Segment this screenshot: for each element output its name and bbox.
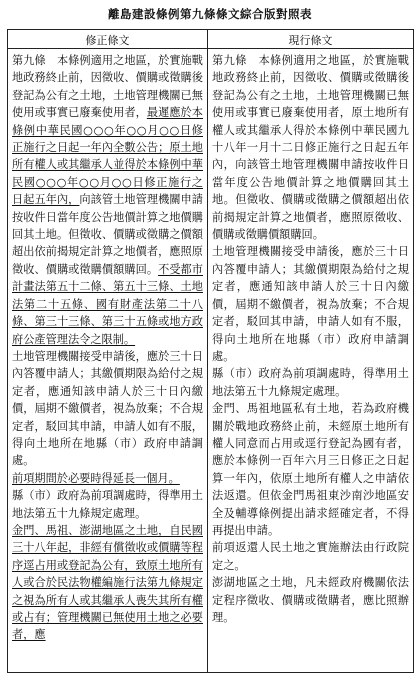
amended-text: 最遲應於本條例中華民國○○○年○○月○○日修正施行之日起一年內全數公告；原土地所有權人或其繼承人並得於本條例中華民國○○○年○○月○○日修正施行之日起五年內， [12, 106, 203, 207]
current-text-cell [208, 49, 414, 673]
unchanged-text: 土地管理機關接受申請後，應於三十日內答覆申請人；其繳價期限為給付之規定者，應通知該申請人於三十日內繳價，屆期不繳價者，視為放棄；不合規定者，駁回其申請，申請人如有不服，得向土地所在地縣（市）政府申請調處。 [12, 349, 203, 468]
current-column-header: 現行條文 [208, 30, 414, 49]
current-paragraph: 第九條 本條例適用之地區，於實施戰地政務終止前，因徵收、價購或徵購後登記為公有之土地，土地管理機關已無使用或事實已廢棄使用者，原土地所有權人或其繼承人得於本條例中華民國九十八年一月十二日修正施行之日起五年內，向該管土地管理機關申請按收件日當年度公告地價計算之地價購回其土地。但徵收、價購或徵購之價額超出依前揭規定計算之地價者，應照原徵收、價購或徵購價額購回。 [212, 54, 409, 242]
revised-text-cell [8, 49, 208, 673]
table-header-row [8, 30, 414, 49]
current-paragraph: 前項返還人民土地之實施辦法由行政院定之。 [212, 541, 409, 572]
revised-paragraph [12, 470, 203, 487]
amended-text: 不受都市計畫法第五十二條、第五十三條、土地法第二十五條、國有財產法第二十八條、第三十三條、第三十五條或地方政府公產管理法令之限制。 [12, 262, 203, 346]
amended-text: 前項期間於必要時得延長一個月。 [12, 471, 180, 485]
unchanged-text: 向該管土地管理機關申請按收件日當年度公告地價計算之地價購回其土地。但徵收、價購或徵購之價額超出依前揭規定計算之地價者，應照原徵收、價購或徵購價額購回。 [12, 193, 203, 276]
current-paragraph: 澎湖地區之土地，凡未經政府機關依法定程序徵收、價購或徵購者，應比照辦理。 [212, 576, 409, 624]
revised-column-header: 修正條文 [8, 30, 208, 49]
amended-text: 金門、馬祖、澎湖地區之土地，自民國三十八年起，非經有償徵收或價購等程序逕占用或登記為公有，致原土地所有人或合於民法物權編施行法第九條規定之視為所有人或其繼承人喪失其所有權或占有；管理機關已無使用土地之必要者，應 [12, 523, 203, 642]
current-paragraph: 土地管理機關接受申請後，應於三十日內答覆申請人；其繳價期限為給付之規定者，應通知該申請人於三十日內繳價，屆期不繳價者，視為放棄；不合規定者，駁回其申請，申請人如有不服，得向土地所在地縣（市）政府申請調處。 [212, 245, 409, 363]
unchanged-text: 縣（市）政府為前項調處時，得準用土地法第五十九條規定處理。 [12, 489, 203, 520]
current-paragraph: 縣（市）政府為前項調處時，得準用土地法第五十九條規定處理。 [212, 367, 409, 398]
comparison-table [7, 29, 414, 673]
document-title: 離島建設條例第九條條文綜合版對照表 [108, 7, 312, 21]
revised-paragraph [12, 487, 203, 522]
revised-paragraph [12, 52, 203, 348]
current-paragraph: 金門、馬祖地區私有土地，若為政府機關於戰地政務終止前，未經原土地所有權人同意而占用或逕行登記為國有者，應於本條例一百年六月三日修正之日起算一年內，依原土地所有權人之申請依法返還。但依金門馬祖東沙南沙地區安全及輔導條例提出請求經確定者，不得再提出申請。 [212, 402, 409, 537]
unchanged-text: 第九條 本條例適用之地區，於實施戰地政務終止前，因徵收、價購或徵購後登記為公有之土地，土地管理機關已無使用或事實已廢棄使用者， [12, 54, 203, 120]
revised-paragraph [12, 522, 203, 644]
table-row [8, 49, 414, 673]
revised-paragraph [12, 348, 203, 470]
